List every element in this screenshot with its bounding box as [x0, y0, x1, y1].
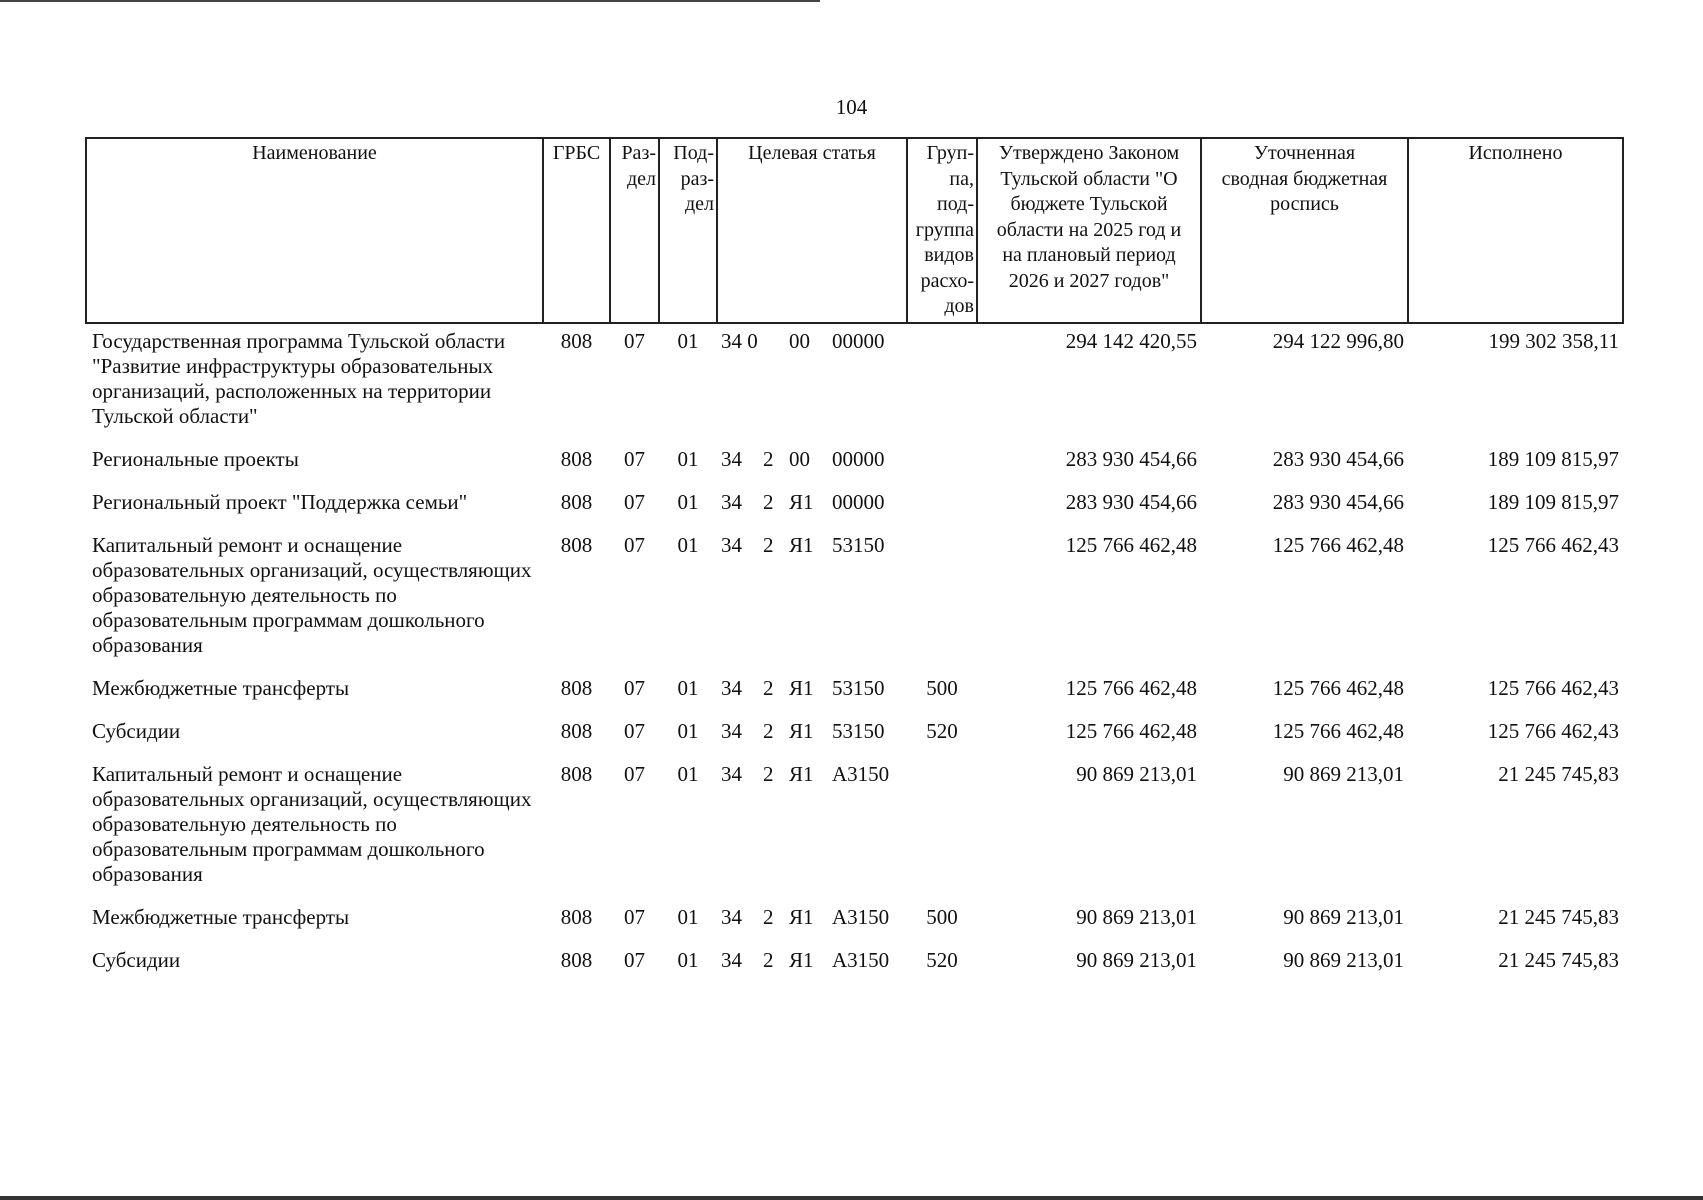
header-executed: Исполнено	[1408, 138, 1623, 323]
target-subprogram: 2	[763, 532, 774, 557]
row-approved: 294 142 420,55	[1065, 328, 1197, 353]
target-code: 53150	[832, 718, 885, 743]
row-executed: 189 109 815,97	[1487, 489, 1619, 514]
target-code: А3150	[832, 904, 890, 929]
row-grbs: 808	[560, 489, 593, 514]
row-razdel: 07	[624, 675, 645, 700]
scan-top-edge	[0, 0, 820, 2]
table-row	[86, 485, 1623, 528]
row-target-article	[717, 671, 907, 714]
row-podrazdel: 01	[677, 904, 699, 929]
target-program: 34	[721, 675, 742, 700]
table-row	[86, 442, 1623, 485]
row-refined: 125 766 462,48	[1272, 532, 1404, 557]
row-executed: 21 245 745,83	[1498, 904, 1619, 929]
row-grbs: 808	[560, 328, 593, 353]
header-podrazdel: Под- раз- дел	[659, 138, 717, 323]
target-event: 00	[789, 328, 810, 353]
row-expense-group	[907, 757, 977, 900]
row-target-article	[717, 528, 907, 671]
row-grbs: 808	[560, 446, 593, 471]
target-code: 00000	[832, 328, 885, 353]
row-refined: 294 122 996,80	[1272, 328, 1404, 353]
table-body	[86, 323, 1623, 986]
table-row	[86, 943, 1623, 986]
row-approved: 283 930 454,66	[1065, 489, 1197, 514]
table-row	[86, 900, 1623, 943]
row-refined: 283 930 454,66	[1272, 489, 1404, 514]
row-grbs: 808	[560, 532, 593, 557]
target-program: 34 0	[721, 328, 758, 353]
target-event: 00	[789, 446, 810, 471]
target-subprogram: 2	[763, 489, 774, 514]
row-refined: 90 869 213,01	[1283, 947, 1404, 972]
target-event: Я1	[789, 761, 814, 786]
row-name: Государственная программа Тульской области "Развитие инфраструктуры образовательных организаций, расположенных на территории Тульской области"	[92, 328, 506, 428]
budget-table	[85, 137, 1624, 986]
row-expense-group: 500	[926, 904, 958, 929]
target-code: А3150	[832, 761, 890, 786]
target-event: Я1	[789, 947, 814, 972]
row-name: Региональные проекты	[92, 446, 299, 471]
row-expense-group: 520	[926, 718, 958, 743]
row-grbs: 808	[560, 718, 593, 743]
row-podrazdel: 01	[677, 532, 699, 557]
target-event: Я1	[789, 532, 814, 557]
row-approved: 90 869 213,01	[1076, 761, 1197, 786]
row-target-article	[717, 714, 907, 757]
row-name: Региональный проект "Поддержка семьи"	[92, 489, 468, 514]
row-executed: 125 766 462,43	[1487, 532, 1619, 557]
target-subprogram: 2	[763, 947, 774, 972]
table-row	[86, 323, 1623, 442]
row-razdel: 07	[624, 947, 645, 972]
target-program: 34	[721, 532, 742, 557]
target-event: Я1	[789, 904, 814, 929]
target-code: А3150	[832, 947, 890, 972]
table-row	[86, 671, 1623, 714]
row-razdel: 07	[624, 489, 645, 514]
target-subprogram: 2	[763, 675, 774, 700]
row-executed: 189 109 815,97	[1487, 446, 1619, 471]
target-program: 34	[721, 761, 742, 786]
row-grbs: 808	[560, 761, 593, 786]
row-expense-group	[907, 442, 977, 485]
row-approved: 125 766 462,48	[1065, 718, 1197, 743]
row-executed: 21 245 745,83	[1498, 947, 1619, 972]
row-grbs: 808	[560, 947, 593, 972]
target-subprogram: 2	[763, 904, 774, 929]
header-grbs: ГРБС	[543, 138, 610, 323]
header-razdel: Раз- дел	[610, 138, 659, 323]
row-approved: 90 869 213,01	[1076, 904, 1197, 929]
header-target-article: Целевая статья	[717, 138, 907, 323]
row-podrazdel: 01	[677, 328, 699, 353]
row-podrazdel: 01	[677, 675, 699, 700]
row-podrazdel: 01	[677, 761, 699, 786]
target-subprogram: 2	[763, 761, 774, 786]
row-name: Межбюджетные трансферты	[92, 675, 350, 700]
target-program: 34	[721, 446, 742, 471]
header-approved-by-law: Утверждено Законом Тульской области "О бюджете Тульской области на 2025 год и на плановый период 2026 и 2027 годов"	[977, 138, 1201, 323]
row-executed: 125 766 462,43	[1487, 675, 1619, 700]
row-razdel: 07	[624, 761, 645, 786]
row-name: Капитальный ремонт и оснащение образовательных организаций, осуществляющих образовательную деятельность по образовательным программам дошкольного образования	[92, 761, 532, 886]
row-expense-group: 500	[926, 675, 958, 700]
target-event: Я1	[789, 489, 814, 514]
target-program: 34	[721, 718, 742, 743]
row-expense-group: 520	[926, 947, 958, 972]
row-grbs: 808	[560, 904, 593, 929]
row-target-article	[717, 757, 907, 900]
row-refined: 125 766 462,48	[1272, 718, 1404, 743]
row-target-article	[717, 900, 907, 943]
row-executed: 125 766 462,43	[1487, 718, 1619, 743]
target-code: 00000	[832, 489, 885, 514]
row-razdel: 07	[624, 446, 645, 471]
page-number: 104	[835, 95, 868, 119]
target-event: Я1	[789, 718, 814, 743]
row-razdel: 07	[624, 904, 645, 929]
table-row	[86, 757, 1623, 900]
target-program: 34	[721, 904, 742, 929]
row-target-article	[717, 943, 907, 986]
target-subprogram: 2	[763, 718, 774, 743]
row-refined: 283 930 454,66	[1272, 446, 1404, 471]
row-name: Межбюджетные трансферты	[92, 904, 350, 929]
row-refined: 125 766 462,48	[1272, 675, 1404, 700]
table-row	[86, 528, 1623, 671]
target-code: 00000	[832, 446, 885, 471]
row-razdel: 07	[624, 718, 645, 743]
row-expense-group	[907, 528, 977, 671]
table-header	[86, 138, 1623, 323]
target-event: Я1	[789, 675, 814, 700]
table-row	[86, 714, 1623, 757]
header-expense-group: Груп- па, под- группа видов расхо- дов	[907, 138, 977, 323]
scan-bottom-edge	[0, 1196, 1703, 1200]
row-podrazdel: 01	[677, 718, 699, 743]
row-razdel: 07	[624, 328, 645, 353]
row-approved: 125 766 462,48	[1065, 675, 1197, 700]
row-target-article	[717, 442, 907, 485]
target-program: 34	[721, 947, 742, 972]
row-podrazdel: 01	[677, 446, 699, 471]
row-name: Субсидии	[92, 947, 181, 972]
target-code: 53150	[832, 675, 885, 700]
row-approved: 283 930 454,66	[1065, 446, 1197, 471]
row-executed: 199 302 358,11	[1488, 328, 1619, 353]
row-name: Субсидии	[92, 718, 181, 743]
row-approved: 125 766 462,48	[1065, 532, 1197, 557]
row-razdel: 07	[624, 532, 645, 557]
row-expense-group	[907, 485, 977, 528]
header-refined-budget: Уточненная сводная бюджетная роспись	[1201, 138, 1408, 323]
row-executed: 21 245 745,83	[1498, 761, 1619, 786]
target-program: 34	[721, 489, 742, 514]
row-refined: 90 869 213,01	[1283, 761, 1404, 786]
header-name: Наименование	[86, 138, 543, 323]
row-approved: 90 869 213,01	[1076, 947, 1197, 972]
row-grbs: 808	[560, 675, 593, 700]
row-name: Капитальный ремонт и оснащение образовательных организаций, осуществляющих образовательную деятельность по образовательным программам дошкольного образования	[92, 532, 532, 657]
row-target-article	[717, 485, 907, 528]
row-podrazdel: 01	[677, 489, 699, 514]
row-podrazdel: 01	[677, 947, 699, 972]
row-refined: 90 869 213,01	[1283, 904, 1404, 929]
target-code: 53150	[832, 532, 885, 557]
row-target-article	[717, 323, 907, 442]
target-subprogram: 2	[763, 446, 774, 471]
row-expense-group	[907, 323, 977, 442]
